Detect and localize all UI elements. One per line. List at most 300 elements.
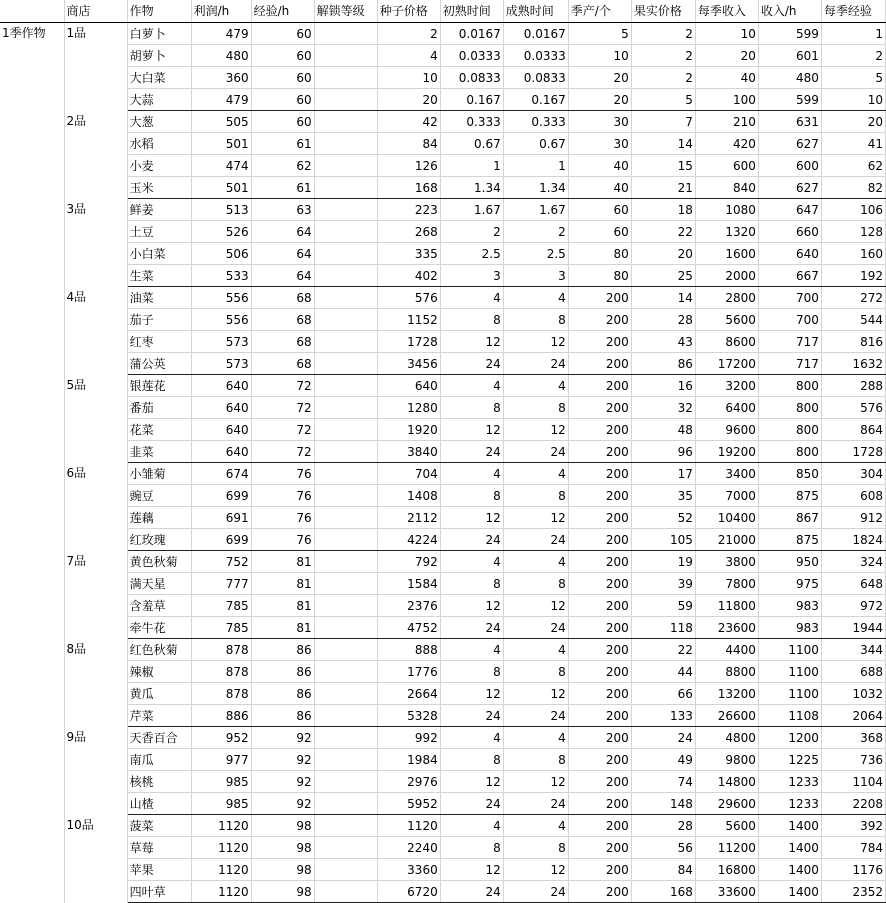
value-cell[interactable] — [314, 463, 377, 485]
value-cell[interactable]: 12 — [503, 595, 568, 617]
value-cell[interactable]: 691 — [191, 507, 251, 529]
crop-name-cell[interactable]: 茄子 — [127, 309, 191, 331]
value-cell[interactable]: 2.5 — [440, 243, 503, 265]
value-cell[interactable]: 24 — [503, 881, 568, 903]
value-cell[interactable]: 544 — [821, 309, 885, 331]
value-cell[interactable]: 12 — [503, 507, 568, 529]
value-cell[interactable]: 1 — [440, 155, 503, 177]
value-cell[interactable]: 200 — [568, 617, 631, 639]
value-cell[interactable]: 288 — [821, 375, 885, 397]
value-cell[interactable]: 13200 — [695, 683, 758, 705]
value-cell[interactable]: 4752 — [377, 617, 440, 639]
value-cell[interactable]: 368 — [821, 727, 885, 749]
value-cell[interactable]: 420 — [695, 133, 758, 155]
value-cell[interactable]: 975 — [758, 573, 821, 595]
value-cell[interactable]: 200 — [568, 793, 631, 815]
value-cell[interactable] — [314, 529, 377, 551]
value-cell[interactable]: 223 — [377, 199, 440, 221]
value-cell[interactable] — [314, 331, 377, 353]
value-cell[interactable] — [314, 243, 377, 265]
value-cell[interactable]: 1108 — [758, 705, 821, 727]
crop-name-cell[interactable]: 辣椒 — [127, 661, 191, 683]
value-cell[interactable]: 25 — [631, 265, 695, 287]
value-cell[interactable]: 76 — [251, 463, 314, 485]
value-cell[interactable]: 60 — [251, 23, 314, 45]
column-header[interactable]: 解锁等级 — [314, 0, 377, 23]
value-cell[interactable]: 600 — [695, 155, 758, 177]
value-cell[interactable]: 1824 — [821, 529, 885, 551]
value-cell[interactable]: 576 — [377, 287, 440, 309]
value-cell[interactable]: 4 — [440, 287, 503, 309]
value-cell[interactable]: 533 — [191, 265, 251, 287]
value-cell[interactable]: 8 — [440, 837, 503, 859]
value-cell[interactable]: 878 — [191, 639, 251, 661]
value-cell[interactable]: 1400 — [758, 881, 821, 903]
value-cell[interactable]: 526 — [191, 221, 251, 243]
value-cell[interactable]: 3200 — [695, 375, 758, 397]
value-cell[interactable]: 1 — [821, 23, 885, 45]
value-cell[interactable] — [314, 551, 377, 573]
value-cell[interactable] — [314, 111, 377, 133]
value-cell[interactable]: 126 — [377, 155, 440, 177]
crop-name-cell[interactable]: 白萝卜 — [127, 23, 191, 45]
value-cell[interactable]: 4 — [440, 815, 503, 837]
crop-name-cell[interactable]: 油菜 — [127, 287, 191, 309]
value-cell[interactable]: 200 — [568, 815, 631, 837]
value-cell[interactable]: 133 — [631, 705, 695, 727]
value-cell[interactable]: 28 — [631, 309, 695, 331]
value-cell[interactable]: 200 — [568, 749, 631, 771]
column-header[interactable]: 作物 — [127, 0, 191, 23]
value-cell[interactable]: 72 — [251, 419, 314, 441]
value-cell[interactable]: 81 — [251, 617, 314, 639]
value-cell[interactable]: 704 — [377, 463, 440, 485]
value-cell[interactable]: 17200 — [695, 353, 758, 375]
value-cell[interactable]: 1100 — [758, 661, 821, 683]
value-cell[interactable]: 98 — [251, 815, 314, 837]
value-cell[interactable]: 20 — [568, 67, 631, 89]
value-cell[interactable]: 3 — [440, 265, 503, 287]
value-cell[interactable]: 92 — [251, 793, 314, 815]
value-cell[interactable]: 1120 — [377, 815, 440, 837]
value-cell[interactable]: 86 — [251, 683, 314, 705]
value-cell[interactable]: 5 — [821, 67, 885, 89]
value-cell[interactable] — [314, 441, 377, 463]
value-cell[interactable]: 513 — [191, 199, 251, 221]
crop-name-cell[interactable]: 小雏菊 — [127, 463, 191, 485]
crop-name-cell[interactable]: 草莓 — [127, 837, 191, 859]
value-cell[interactable]: 784 — [821, 837, 885, 859]
value-cell[interactable]: 56 — [631, 837, 695, 859]
crop-name-cell[interactable]: 莲藕 — [127, 507, 191, 529]
value-cell[interactable]: 4224 — [377, 529, 440, 551]
value-cell[interactable]: 210 — [695, 111, 758, 133]
value-cell[interactable]: 41 — [821, 133, 885, 155]
value-cell[interactable]: 12 — [440, 331, 503, 353]
value-cell[interactable]: 4 — [440, 551, 503, 573]
column-header[interactable]: 利润/h — [191, 0, 251, 23]
value-cell[interactable]: 840 — [695, 177, 758, 199]
crop-name-cell[interactable]: 黄瓜 — [127, 683, 191, 705]
value-cell[interactable] — [314, 727, 377, 749]
value-cell[interactable]: 4 — [503, 375, 568, 397]
value-cell[interactable] — [314, 661, 377, 683]
value-cell[interactable]: 1104 — [821, 771, 885, 793]
tier-cell[interactable]: 3品 — [64, 199, 127, 287]
value-cell[interactable]: 82 — [821, 177, 885, 199]
value-cell[interactable]: 4 — [377, 45, 440, 67]
value-cell[interactable]: 950 — [758, 551, 821, 573]
value-cell[interactable]: 2664 — [377, 683, 440, 705]
crop-name-cell[interactable]: 牵牛花 — [127, 617, 191, 639]
column-header[interactable]: 每季收入 — [695, 0, 758, 23]
value-cell[interactable]: 24 — [503, 793, 568, 815]
value-cell[interactable] — [314, 639, 377, 661]
value-cell[interactable]: 1.67 — [440, 199, 503, 221]
value-cell[interactable]: 105 — [631, 529, 695, 551]
value-cell[interactable]: 717 — [758, 331, 821, 353]
value-cell[interactable]: 20 — [695, 45, 758, 67]
value-cell[interactable]: 21000 — [695, 529, 758, 551]
value-cell[interactable] — [314, 485, 377, 507]
value-cell[interactable]: 24 — [440, 529, 503, 551]
crop-name-cell[interactable]: 胡萝卜 — [127, 45, 191, 67]
value-cell[interactable]: 63 — [251, 199, 314, 221]
value-cell[interactable]: 1100 — [758, 639, 821, 661]
value-cell[interactable]: 985 — [191, 771, 251, 793]
crop-name-cell[interactable]: 芹菜 — [127, 705, 191, 727]
crop-name-cell[interactable]: 红色秋菊 — [127, 639, 191, 661]
value-cell[interactable]: 12 — [503, 331, 568, 353]
value-cell[interactable]: 24 — [503, 441, 568, 463]
crop-name-cell[interactable]: 花菜 — [127, 419, 191, 441]
value-cell[interactable]: 648 — [821, 573, 885, 595]
value-cell[interactable] — [314, 749, 377, 771]
value-cell[interactable]: 1408 — [377, 485, 440, 507]
value-cell[interactable]: 4 — [503, 639, 568, 661]
value-cell[interactable]: 888 — [377, 639, 440, 661]
value-cell[interactable]: 200 — [568, 353, 631, 375]
crop-name-cell[interactable]: 大蒜 — [127, 89, 191, 111]
value-cell[interactable]: 480 — [191, 45, 251, 67]
value-cell[interactable]: 8 — [503, 573, 568, 595]
value-cell[interactable]: 777 — [191, 573, 251, 595]
value-cell[interactable]: 24 — [440, 881, 503, 903]
value-cell[interactable]: 8 — [503, 837, 568, 859]
value-cell[interactable]: 1728 — [377, 331, 440, 353]
value-cell[interactable]: 12 — [503, 419, 568, 441]
value-cell[interactable]: 1.67 — [503, 199, 568, 221]
value-cell[interactable]: 8 — [440, 661, 503, 683]
value-cell[interactable]: 200 — [568, 419, 631, 441]
value-cell[interactable]: 44 — [631, 661, 695, 683]
value-cell[interactable]: 24 — [440, 705, 503, 727]
value-cell[interactable]: 40 — [695, 67, 758, 89]
value-cell[interactable]: 9600 — [695, 419, 758, 441]
value-cell[interactable]: 2 — [821, 45, 885, 67]
value-cell[interactable]: 72 — [251, 397, 314, 419]
value-cell[interactable]: 42 — [377, 111, 440, 133]
value-cell[interactable] — [314, 573, 377, 595]
crop-name-cell[interactable]: 满天星 — [127, 573, 191, 595]
value-cell[interactable]: 35 — [631, 485, 695, 507]
value-cell[interactable]: 0.0833 — [440, 67, 503, 89]
value-cell[interactable]: 7 — [631, 111, 695, 133]
value-cell[interactable]: 1.34 — [440, 177, 503, 199]
value-cell[interactable]: 5328 — [377, 705, 440, 727]
value-cell[interactable]: 4 — [503, 287, 568, 309]
value-cell[interactable]: 24 — [503, 705, 568, 727]
value-cell[interactable]: 14 — [631, 287, 695, 309]
value-cell[interactable]: 4800 — [695, 727, 758, 749]
value-cell[interactable] — [314, 353, 377, 375]
value-cell[interactable]: 98 — [251, 859, 314, 881]
value-cell[interactable] — [314, 793, 377, 815]
value-cell[interactable]: 4 — [440, 727, 503, 749]
column-header[interactable]: 季产/个 — [568, 0, 631, 23]
value-cell[interactable]: 1944 — [821, 617, 885, 639]
value-cell[interactable]: 84 — [631, 859, 695, 881]
value-cell[interactable]: 200 — [568, 551, 631, 573]
value-cell[interactable]: 1632 — [821, 353, 885, 375]
value-cell[interactable]: 200 — [568, 639, 631, 661]
value-cell[interactable]: 506 — [191, 243, 251, 265]
value-cell[interactable]: 62 — [251, 155, 314, 177]
value-cell[interactable]: 12 — [440, 771, 503, 793]
value-cell[interactable]: 0.333 — [440, 111, 503, 133]
value-cell[interactable]: 878 — [191, 683, 251, 705]
value-cell[interactable]: 4 — [503, 815, 568, 837]
value-cell[interactable]: 3400 — [695, 463, 758, 485]
value-cell[interactable]: 12 — [503, 859, 568, 881]
value-cell[interactable]: 785 — [191, 617, 251, 639]
value-cell[interactable] — [314, 397, 377, 419]
value-cell[interactable]: 86 — [631, 353, 695, 375]
value-cell[interactable]: 699 — [191, 485, 251, 507]
column-header[interactable] — [0, 0, 64, 23]
tier-cell[interactable]: 9品 — [64, 727, 127, 815]
value-cell[interactable]: 200 — [568, 287, 631, 309]
value-cell[interactable]: 80 — [568, 265, 631, 287]
value-cell[interactable]: 24 — [503, 529, 568, 551]
value-cell[interactable]: 1233 — [758, 771, 821, 793]
value-cell[interactable]: 0.0333 — [503, 45, 568, 67]
value-cell[interactable]: 3840 — [377, 441, 440, 463]
value-cell[interactable]: 4 — [503, 727, 568, 749]
value-cell[interactable]: 576 — [821, 397, 885, 419]
value-cell[interactable]: 792 — [377, 551, 440, 573]
value-cell[interactable]: 816 — [821, 331, 885, 353]
value-cell[interactable]: 59 — [631, 595, 695, 617]
value-cell[interactable]: 1120 — [191, 837, 251, 859]
value-cell[interactable]: 875 — [758, 529, 821, 551]
crop-name-cell[interactable]: 番茄 — [127, 397, 191, 419]
value-cell[interactable]: 1320 — [695, 221, 758, 243]
value-cell[interactable]: 8 — [440, 749, 503, 771]
value-cell[interactable]: 29600 — [695, 793, 758, 815]
value-cell[interactable]: 864 — [821, 419, 885, 441]
column-header[interactable]: 收入/h — [758, 0, 821, 23]
value-cell[interactable]: 2000 — [695, 265, 758, 287]
crop-name-cell[interactable]: 红枣 — [127, 331, 191, 353]
value-cell[interactable]: 736 — [821, 749, 885, 771]
value-cell[interactable]: 200 — [568, 881, 631, 903]
value-cell[interactable]: 9800 — [695, 749, 758, 771]
column-header[interactable]: 种子价格 — [377, 0, 440, 23]
value-cell[interactable]: 4 — [440, 463, 503, 485]
value-cell[interactable]: 1032 — [821, 683, 885, 705]
value-cell[interactable]: 20 — [568, 89, 631, 111]
value-cell[interactable] — [314, 155, 377, 177]
value-cell[interactable] — [314, 683, 377, 705]
value-cell[interactable]: 1176 — [821, 859, 885, 881]
value-cell[interactable]: 800 — [758, 419, 821, 441]
value-cell[interactable]: 49 — [631, 749, 695, 771]
value-cell[interactable]: 22 — [631, 221, 695, 243]
value-cell[interactable]: 192 — [821, 265, 885, 287]
value-cell[interactable]: 360 — [191, 67, 251, 89]
season-cell[interactable]: 1季作物 — [0, 23, 64, 903]
value-cell[interactable]: 32 — [631, 397, 695, 419]
value-cell[interactable]: 8 — [440, 309, 503, 331]
value-cell[interactable]: 983 — [758, 595, 821, 617]
value-cell[interactable]: 2 — [631, 45, 695, 67]
value-cell[interactable]: 98 — [251, 881, 314, 903]
value-cell[interactable]: 1920 — [377, 419, 440, 441]
value-cell[interactable]: 3456 — [377, 353, 440, 375]
value-cell[interactable]: 200 — [568, 727, 631, 749]
value-cell[interactable]: 640 — [191, 397, 251, 419]
value-cell[interactable]: 0.67 — [440, 133, 503, 155]
value-cell[interactable]: 98 — [251, 837, 314, 859]
value-cell[interactable]: 8800 — [695, 661, 758, 683]
crop-name-cell[interactable]: 玉米 — [127, 177, 191, 199]
crop-name-cell[interactable]: 生菜 — [127, 265, 191, 287]
value-cell[interactable]: 8 — [440, 573, 503, 595]
value-cell[interactable]: 640 — [191, 441, 251, 463]
value-cell[interactable]: 2064 — [821, 705, 885, 727]
value-cell[interactable]: 850 — [758, 463, 821, 485]
value-cell[interactable]: 168 — [631, 881, 695, 903]
value-cell[interactable]: 200 — [568, 595, 631, 617]
value-cell[interactable]: 1728 — [821, 441, 885, 463]
value-cell[interactable]: 1225 — [758, 749, 821, 771]
value-cell[interactable]: 1984 — [377, 749, 440, 771]
value-cell[interactable]: 68 — [251, 331, 314, 353]
value-cell[interactable]: 19 — [631, 551, 695, 573]
value-cell[interactable]: 200 — [568, 375, 631, 397]
value-cell[interactable]: 60 — [568, 221, 631, 243]
value-cell[interactable]: 24 — [440, 793, 503, 815]
value-cell[interactable]: 5 — [631, 89, 695, 111]
value-cell[interactable]: 268 — [377, 221, 440, 243]
value-cell[interactable]: 556 — [191, 309, 251, 331]
value-cell[interactable]: 1.34 — [503, 177, 568, 199]
crop-name-cell[interactable]: 南瓜 — [127, 749, 191, 771]
value-cell[interactable]: 631 — [758, 111, 821, 133]
value-cell[interactable]: 18 — [631, 199, 695, 221]
value-cell[interactable]: 15 — [631, 155, 695, 177]
value-cell[interactable]: 1400 — [758, 859, 821, 881]
value-cell[interactable] — [314, 837, 377, 859]
value-cell[interactable]: 2976 — [377, 771, 440, 793]
value-cell[interactable]: 1120 — [191, 859, 251, 881]
value-cell[interactable]: 11800 — [695, 595, 758, 617]
value-cell[interactable]: 2352 — [821, 881, 885, 903]
value-cell[interactable] — [314, 45, 377, 67]
value-cell[interactable]: 92 — [251, 771, 314, 793]
value-cell[interactable]: 8 — [440, 485, 503, 507]
crop-name-cell[interactable]: 小白菜 — [127, 243, 191, 265]
value-cell[interactable] — [314, 287, 377, 309]
value-cell[interactable]: 24 — [440, 353, 503, 375]
value-cell[interactable]: 64 — [251, 265, 314, 287]
value-cell[interactable]: 8 — [503, 661, 568, 683]
value-cell[interactable]: 16 — [631, 375, 695, 397]
value-cell[interactable]: 200 — [568, 485, 631, 507]
value-cell[interactable]: 600 — [758, 155, 821, 177]
value-cell[interactable]: 72 — [251, 375, 314, 397]
value-cell[interactable]: 12 — [503, 771, 568, 793]
value-cell[interactable]: 24 — [440, 617, 503, 639]
value-cell[interactable]: 983 — [758, 617, 821, 639]
value-cell[interactable]: 12 — [440, 683, 503, 705]
value-cell[interactable]: 0.0167 — [440, 23, 503, 45]
value-cell[interactable]: 2240 — [377, 837, 440, 859]
value-cell[interactable]: 2.5 — [503, 243, 568, 265]
value-cell[interactable]: 86 — [251, 661, 314, 683]
crop-name-cell[interactable]: 鲜姜 — [127, 199, 191, 221]
value-cell[interactable]: 60 — [251, 89, 314, 111]
value-cell[interactable] — [314, 309, 377, 331]
value-cell[interactable]: 17 — [631, 463, 695, 485]
value-cell[interactable]: 12 — [440, 859, 503, 881]
value-cell[interactable]: 800 — [758, 397, 821, 419]
crop-name-cell[interactable]: 四叶草 — [127, 881, 191, 903]
value-cell[interactable]: 5 — [568, 23, 631, 45]
value-cell[interactable]: 74 — [631, 771, 695, 793]
value-cell[interactable]: 10 — [377, 67, 440, 89]
value-cell[interactable]: 3800 — [695, 551, 758, 573]
value-cell[interactable]: 992 — [377, 727, 440, 749]
value-cell[interactable]: 8 — [503, 397, 568, 419]
value-cell[interactable]: 24 — [503, 617, 568, 639]
value-cell[interactable] — [314, 815, 377, 837]
value-cell[interactable] — [314, 617, 377, 639]
value-cell[interactable]: 10400 — [695, 507, 758, 529]
value-cell[interactable]: 10 — [821, 89, 885, 111]
value-cell[interactable]: 160 — [821, 243, 885, 265]
column-header[interactable]: 商店 — [64, 0, 127, 23]
value-cell[interactable] — [314, 705, 377, 727]
value-cell[interactable]: 80 — [568, 243, 631, 265]
column-header[interactable]: 果实价格 — [631, 0, 695, 23]
value-cell[interactable]: 24 — [503, 353, 568, 375]
crop-name-cell[interactable]: 小麦 — [127, 155, 191, 177]
value-cell[interactable]: 0.167 — [440, 89, 503, 111]
value-cell[interactable]: 972 — [821, 595, 885, 617]
value-cell[interactable] — [314, 881, 377, 903]
value-cell[interactable]: 24 — [631, 727, 695, 749]
value-cell[interactable]: 640 — [191, 419, 251, 441]
value-cell[interactable]: 2376 — [377, 595, 440, 617]
value-cell[interactable]: 24 — [440, 441, 503, 463]
value-cell[interactable]: 23600 — [695, 617, 758, 639]
value-cell[interactable]: 200 — [568, 331, 631, 353]
value-cell[interactable] — [314, 419, 377, 441]
column-header[interactable]: 每季经验 — [821, 0, 885, 23]
value-cell[interactable]: 20 — [821, 111, 885, 133]
